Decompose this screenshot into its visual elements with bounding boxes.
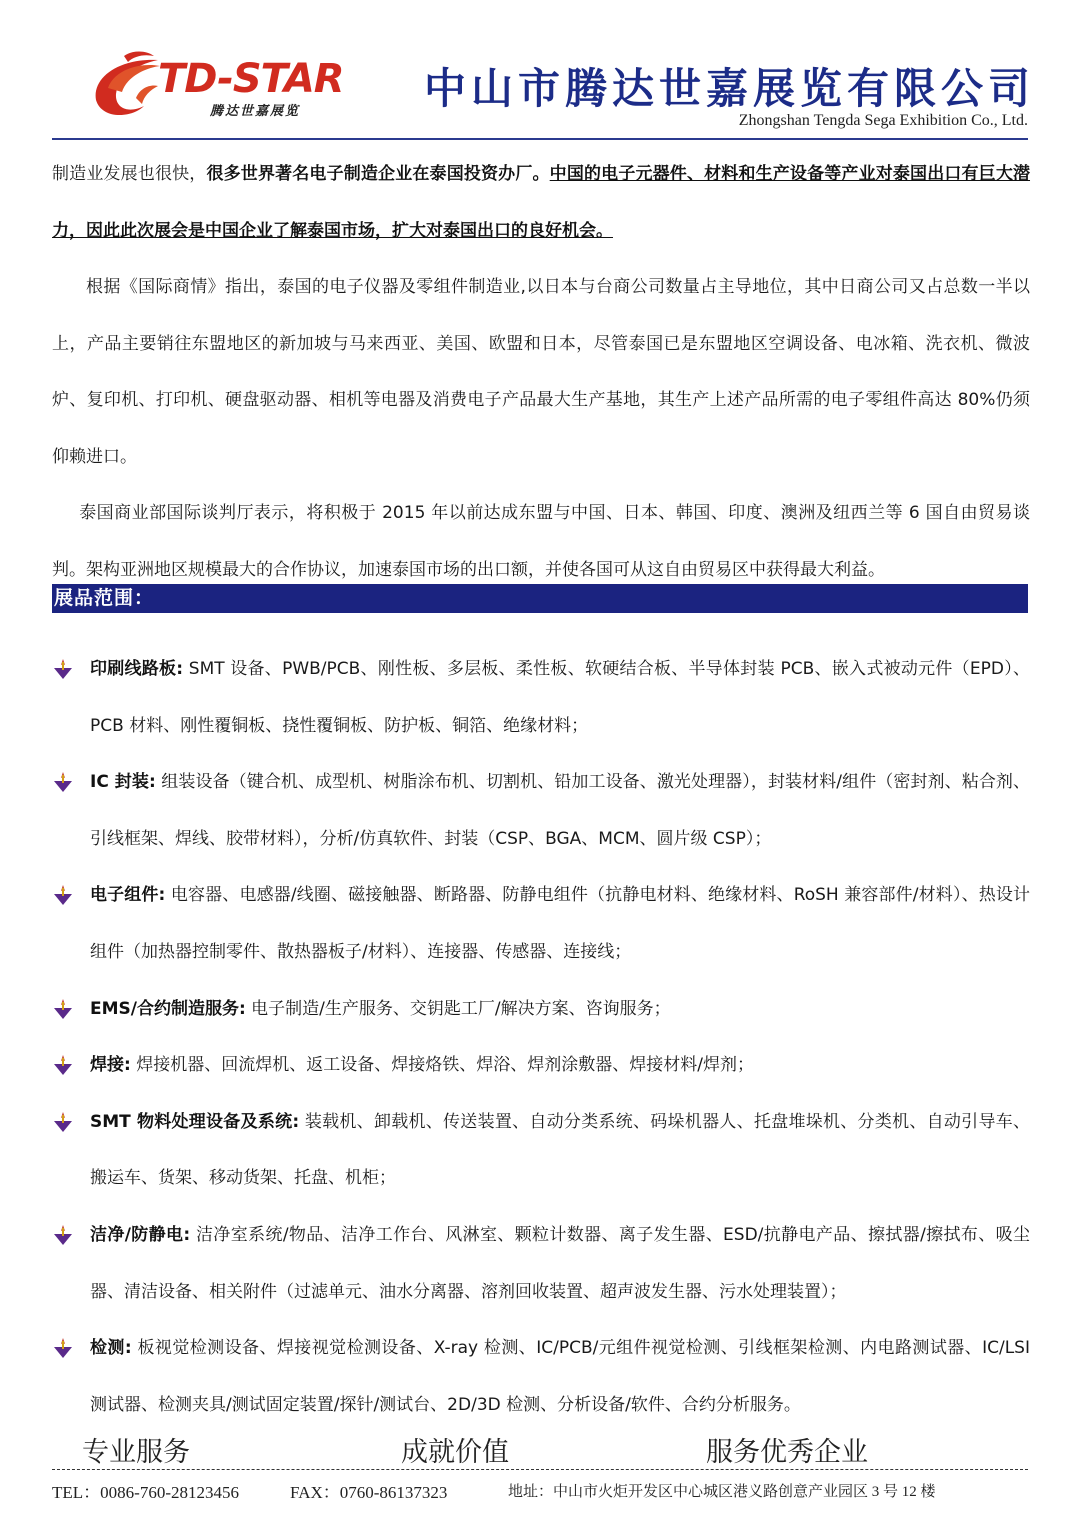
intro-content — [52, 146, 1030, 598]
list-item — [52, 1037, 1030, 1094]
footer-tel: TEL：0086-760-28123456 — [52, 1483, 239, 1502]
header-divider — [52, 138, 1028, 140]
slogan-achieve-value: 成就价值 — [401, 1437, 509, 1468]
exhibit-category: SMT 物料处理设备及系统: — [90, 1111, 300, 1132]
slogan-serve-excellent: 服务优秀企业 — [706, 1437, 868, 1468]
logo-wordmark: TD-STAR — [158, 56, 344, 102]
intro-paragraph-2: 根据《国际商情》指出，泰国的电子仪器及零组件制造业,以日本与台商公司数量占主导地位，其中日商公司又占总数一半以上，产品主要销往东盟地区的新加坡与马来西亚、美国、欧盟和日本，尽管泰国已是东盟地区空调设备、电冰箱、洗衣机、微波炉、复印机、打印机、硬盘驱动器、相机等电器及消费电子产品最大生产基地，其生产上述产品所需的电子零组件高达 80%仍须仰赖进口。 — [52, 277, 1030, 467]
company-name-english: Zhongshan Tengda Sega Exhibition Co., Ltd. — [738, 112, 1028, 129]
exhibit-category: 洁净/防静电: — [90, 1224, 191, 1245]
exhibit-category: 焊接: — [90, 1055, 131, 1076]
arrow-bullet-icon — [54, 1055, 72, 1075]
section-title: 展品范围： — [54, 587, 155, 609]
intro-p1-underlined: 中国的电子元器件、材料和生产设备等产业对泰国出口有巨大潜力，因此此次展会是中国企业了解泰国市场，扩大对泰国出口的良好机会。 — [52, 164, 1031, 241]
list-item — [52, 867, 1030, 980]
intro-p1-plain: 制造业发展也很快， — [52, 164, 207, 184]
list-item — [52, 1320, 1030, 1433]
logo-subtitle: 腾达世嘉展览 — [210, 104, 301, 119]
exhibit-description: 焊接机器、回流焊机、返工设备、焊接烙铁、焊浴、焊剂涂敷器、焊接材料/焊剂； — [130, 1055, 754, 1076]
arrow-bullet-icon — [54, 999, 72, 1019]
exhibit-description: 电容器、电感器/线圈、磁接触器、断路器、防静电组件（抗静电材料、绝缘材料、RoSH 兼容部件/材料）、热设计组件（加热器控制零件、散热器板子/材料）、连接器、传感器、连接线； — [90, 885, 1030, 962]
intro-paragraph-3: 泰国商业部国际谈判厅表示，将积极于 2015 年以前达成东盟与中国、日本、韩国、印度、澳洲及纽西兰等 6 国自由贸易谈判。架构亚洲地区规模最大的合作协议，加速泰国市场的出口额，并使各国可从这自由贸易区中获得最大利益。 — [52, 503, 1030, 580]
arrow-bullet-icon — [54, 885, 72, 905]
footer-fax: FAX：0760-86137323 — [290, 1483, 448, 1502]
exhibit-category: EMS/合约制造服务: — [90, 998, 246, 1019]
company-logo — [88, 48, 344, 128]
exhibit-description: SMT 设备、PWB/PCB、刚性板、多层板、柔性板、软硬结合板、半导体封装 PCB、嵌入式被动元件（EPD）、PCB 材料、刚性覆铜板、挠性覆铜板、防护板、铜箔、绝缘材料； — [90, 659, 1030, 736]
exhibit-category: IC 封装: — [90, 772, 156, 793]
footer-divider — [52, 1469, 1028, 1470]
arrow-bullet-icon — [54, 772, 72, 792]
arrow-bullet-icon — [54, 1225, 72, 1245]
arrow-bullet-icon — [54, 1112, 72, 1132]
list-item — [52, 754, 1030, 867]
slogan-professional-service: 专业服务 — [82, 1437, 190, 1468]
exhibit-description: 装载机、卸载机、传送装置、自动分类系统、码垛机器人、托盘堆垛机、分类机、自动引导车、搬运车、货架、移动货架、托盘、机柜； — [90, 1111, 1030, 1189]
exhibit-category: 电子组件: — [90, 885, 166, 906]
page-header — [0, 0, 1080, 150]
exhibit-description: 板视觉检测设备、焊接视觉检测设备、X-ray 检测、IC/PCB/元组件视觉检测、引线框架检测、内电路测试器、IC/LSI 测试器、检测夹具/测试固定装置/探针/测试台、2D/3D 检测、分析设备/软件、合约分析服务。 — [90, 1338, 1030, 1415]
intro-p1-bold: 很多世界著名电子制造企业在泰国投资办厂。 — [206, 164, 550, 184]
exhibit-description: 电子制造/生产服务、交钥匙工厂/解决方案、咨询服务； — [245, 998, 671, 1019]
list-item — [52, 641, 1030, 754]
exhibit-list — [52, 641, 1030, 1433]
exhibit-category: 检测: — [90, 1338, 132, 1359]
exhibit-category: 印刷线路板: — [90, 659, 184, 679]
section-header-bar — [52, 584, 1028, 613]
list-item — [52, 1094, 1030, 1207]
footer-address: 地址：中山市火炬开发区中心城区港义路创意产业园区 3 号 12 楼 — [508, 1484, 936, 1500]
exhibit-description: 洁净室系统/物品、洁净工作台、风淋室、颗粒计数器、离子发生器、ESD/抗静电产品、擦拭器/擦拭布、吸尘器、清洁设备、相关附件（过滤单元、油水分离器、溶剂回收装置、超声波发生器、污水处理装置）； — [90, 1224, 1030, 1302]
list-item — [52, 1207, 1030, 1320]
exhibit-description: 组装设备（键合机、成型机、树脂涂布机、切割机、铅加工设备、激光处理器），封装材料/组件（密封剂、粘合剂、引线框架、焊线、胶带材料），分析/仿真软件、封装（CSP、BGA、MCM、圆片级 CSP）； — [90, 772, 1030, 849]
arrow-bullet-icon — [54, 1338, 72, 1358]
arrow-bullet-icon — [54, 659, 72, 679]
list-item — [52, 981, 1030, 1038]
intro-paragraph-1 — [52, 146, 1030, 259]
company-name-chinese: 中山市腾达世嘉展览有限公司 — [424, 64, 1036, 113]
